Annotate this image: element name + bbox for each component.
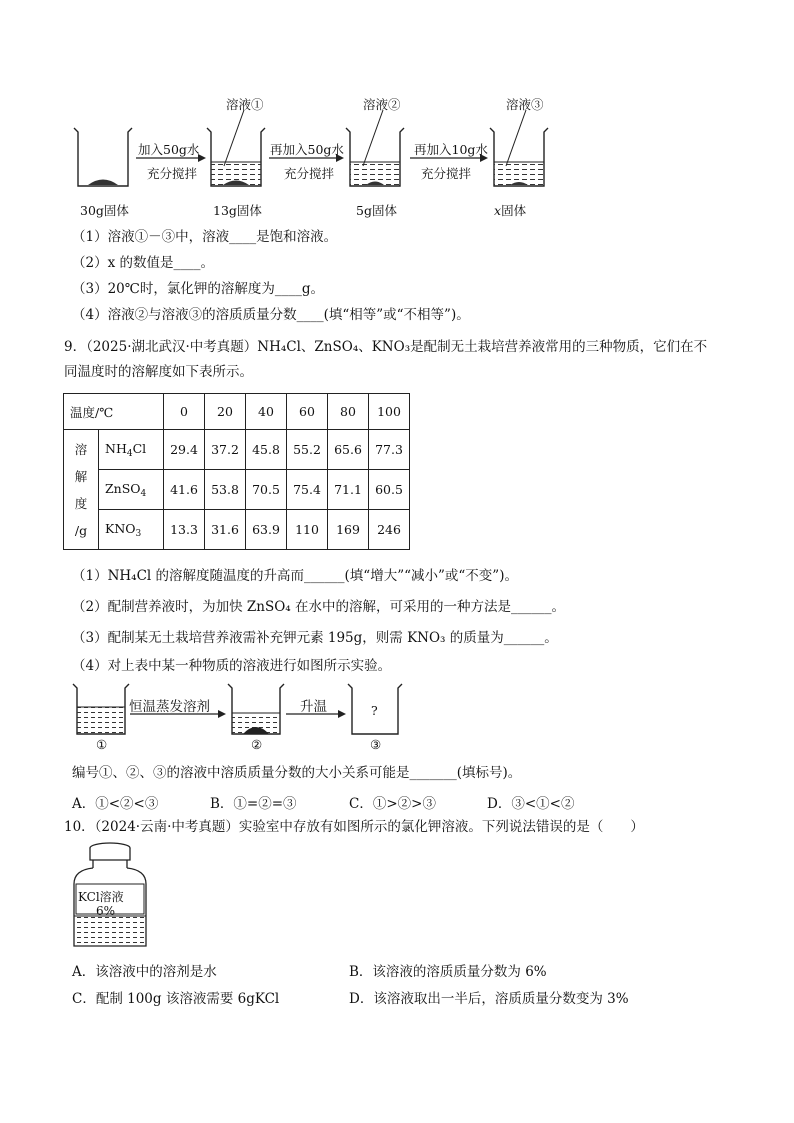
table-cell: 13.3 [164, 510, 205, 550]
q8-part-3: （3）20℃时，氯化钾的溶解度为____g。 [72, 281, 325, 297]
table-cell: 70.5 [246, 470, 287, 510]
q10-option-d[interactable]: D．该溶液取出一半后，溶质质量分数变为 3% [349, 991, 629, 1007]
table-temp: 80 [328, 394, 369, 430]
table-cell: 31.6 [205, 510, 246, 550]
q10-option-b[interactable]: B．该溶液的溶质质量分数为 6% [349, 964, 547, 980]
arrow-1-bottom: 充分搅拌 [147, 166, 198, 181]
beaker-2 [228, 684, 284, 734]
q9-option-d[interactable]: D．③<①<② [487, 796, 575, 812]
solid-label-4: x固体 [494, 203, 527, 218]
q9-part-1: （1）NH₄Cl 的溶解度随温度的升高而______(填“增大”“减小”或“不变”)。 [72, 568, 518, 584]
table-cell: 110 [287, 510, 328, 550]
bottle-label-concentration: 6% [96, 904, 116, 918]
arrow-3-top: 再加入10g水 [414, 142, 488, 157]
table-temp: 40 [246, 394, 287, 430]
table-cell: 65.6 [328, 430, 369, 470]
table-cell: 75.4 [287, 470, 328, 510]
evaporate-label: 恒温蒸发溶剂 [129, 699, 210, 715]
beaker-number-3: ③ [370, 737, 382, 752]
solubility-table [63, 393, 410, 550]
table-cell: 29.4 [164, 430, 205, 470]
label-solution-1: 溶液① [226, 97, 264, 112]
table-cell: 55.2 [287, 430, 328, 470]
beaker-1 [73, 684, 129, 734]
table-cell: 41.6 [164, 470, 205, 510]
table-cell: 246 [369, 510, 410, 550]
solid-label-2: 13g固体 [213, 203, 262, 218]
table-cell: 71.1 [328, 470, 369, 510]
q9-option-a[interactable]: A．①<②<③ [72, 796, 159, 812]
table-row [64, 430, 410, 470]
beaker-1 [74, 128, 132, 186]
arrow-2-bottom: 充分搅拌 [284, 166, 335, 181]
table-row [64, 510, 410, 550]
q10-option-a[interactable]: A．该溶液中的溶剂是水 [72, 964, 217, 980]
label-solution-2: 溶液② [363, 97, 401, 112]
table-temp: 60 [287, 394, 328, 430]
q9-stem-line-1: 9．（2025·湖北武汉·中考真题）NH₄Cl、ZnSO₄、KNO₃是配制无土栽培营养液常用的三种物质，它们在不 [64, 339, 708, 355]
table-substance: $KNO_3$ [99, 510, 164, 550]
table-row [64, 470, 410, 510]
table-temp: 20 [205, 394, 246, 430]
label-solution-3: 溶液③ [506, 97, 544, 112]
arrow-1-top: 加入50g水 [138, 142, 200, 157]
table-cell: 45.8 [246, 430, 287, 470]
q9-part-5: 编号①、②、③的溶液中溶质质量分数的大小关系可能是_______(填标号)。 [72, 765, 522, 781]
q10-option-c[interactable]: C．配制 100g 该溶液需要 6gKCl [72, 991, 280, 1007]
solid-label-3: 5g固体 [356, 203, 397, 218]
unknown-mark: ? [371, 703, 378, 718]
beaker-3 [346, 110, 404, 186]
q9-option-b[interactable]: B．①=②=③ [210, 796, 297, 812]
arrow-3-bottom: 充分搅拌 [421, 166, 472, 181]
table-header-row [64, 394, 410, 430]
table-cell: 63.9 [246, 510, 287, 550]
beaker-2 [207, 110, 265, 186]
q8-part-4: （4）溶液②与溶液③的溶质质量分数____(填“相等”或“不相等”)。 [72, 307, 470, 323]
q8-part-2: （2）x 的数值是____。 [72, 255, 214, 271]
table-temp: 100 [369, 394, 410, 430]
table-substance: ZnSO$_4$ [99, 470, 164, 510]
table-temp: 0 [164, 394, 205, 430]
table-cell: 77.3 [369, 430, 410, 470]
table-side-label: 溶 解 度 /g [64, 430, 99, 550]
beaker-number-1: ① [96, 737, 108, 752]
q9-part-4: （4）对上表中某一种物质的溶液进行如图所示实验。 [72, 658, 392, 674]
arrow-2-top: 再加入50g水 [270, 142, 344, 157]
bottle-label-name: KCl溶液 [78, 890, 124, 904]
q9-stem-line-2: 同温度时的溶解度如下表所示。 [64, 364, 253, 380]
table-header-temp: 温度/℃ [64, 394, 164, 430]
table-cell: 169 [328, 510, 369, 550]
q9-option-c[interactable]: C．①>②>③ [349, 796, 436, 812]
q8-part-1: （1）溶液①－③中，溶液____是饱和溶液。 [72, 229, 338, 245]
table-substance: $NH_4Cl$ [99, 430, 164, 470]
q10-stem: 10．（2024·云南·中考真题）实验室中存放有如图所示的氯化钾溶液。下列说法错误的是（ ） [64, 819, 644, 835]
beaker-4 [490, 110, 548, 186]
table-cell: 60.5 [369, 470, 410, 510]
heat-label: 升温 [300, 699, 327, 715]
beaker-number-2: ② [251, 737, 263, 752]
table-cell: 37.2 [205, 430, 246, 470]
evaporation-figure [70, 680, 410, 750]
q9-part-2: （2）配制营养液时，为加快 ZnSO₄ 在水中的溶解，可采用的一种方法是______。 [72, 599, 565, 615]
solid-label-1: 30g固体 [80, 203, 129, 218]
q9-part-3: （3）配制某无土栽培营养液需补充钾元素 195g，则需 KNO₃ 的质量为______。 [72, 630, 558, 646]
table-cell: 53.8 [205, 470, 246, 510]
